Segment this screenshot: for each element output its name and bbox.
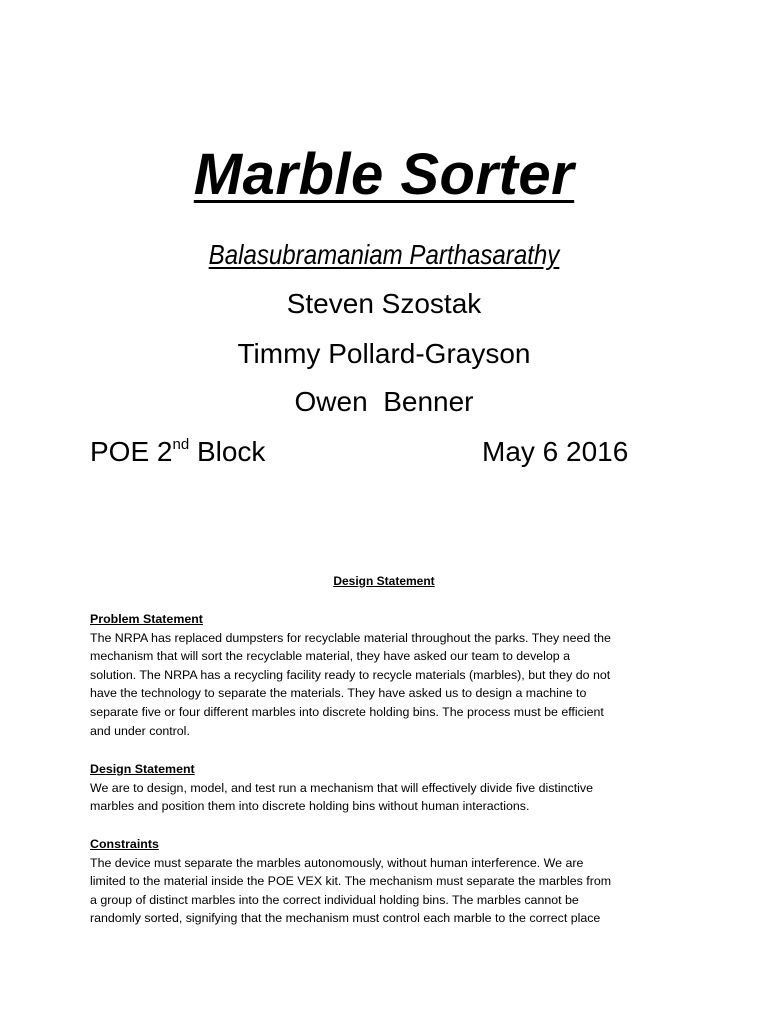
- author-3: Timmy Pollard-Grayson: [237, 338, 531, 369]
- course-block: [90, 434, 265, 470]
- document-title: Marble Sorter: [193, 142, 575, 207]
- design-statement-section: [90, 760, 680, 816]
- constraints-section: [90, 835, 680, 928]
- author-1: Balasubramaniam Parthasarathy: [208, 239, 560, 270]
- design-statement-title: Design Statement: [333, 574, 435, 588]
- author-2: Steven Szostak: [286, 288, 482, 319]
- section-body: We are to design, model, and test run a mechanism that will effectively divide five distinctive marbles and position them into discrete holding bins without human interactions.: [90, 780, 593, 814]
- section-heading: Constraints: [90, 837, 159, 851]
- section-heading: Design Statement: [90, 762, 195, 776]
- section-body: The device must separate the marbles autonomously, without human interference. We are limited to the material inside the POE VEX kit. The mechanism must separate the marbles from a group of distinct marbles into the correct individual holding bins. The marbles cannot be randomly sorted, signifying that the mechanism must control each marble to the correct place: [90, 855, 612, 926]
- problem-statement-section: [90, 610, 680, 740]
- section-body: The NRPA has replaced dumpsters for recyclable material throughout the parks. They need the mechanism that will sort the recyclable material, they have asked our team to develop a solution. The NRPA has a recycling facility ready to recycle materials (marbles), but they do not have the technology to separate the materials. They have asked us to design a machine to separate five or four different marbles into discrete holding bins. The process must be efficient and under control.: [90, 630, 611, 738]
- course-prefix: POE 2: [90, 436, 173, 467]
- section-heading: Problem Statement: [90, 612, 203, 626]
- course-superscript: nd: [172, 436, 190, 453]
- course-suffix: Block: [189, 436, 266, 467]
- document-date: May 6 2016: [482, 436, 629, 467]
- author-4: Owen Benner: [294, 386, 474, 417]
